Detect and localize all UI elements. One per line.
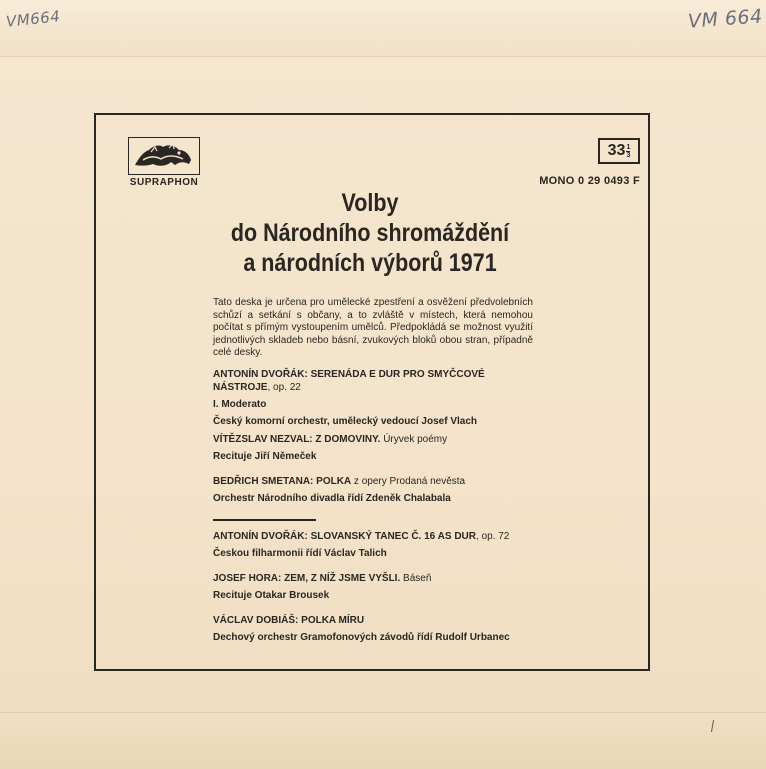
- track-heading: VÍTĚZSLAV NEZVAL: Z DOMOVINY. Úryvek poémy: [213, 434, 448, 445]
- catalog-number: MONO 0 29 0493 F: [539, 175, 640, 187]
- track-item: [213, 433, 543, 463]
- handwritten-note-right: VM 664: [687, 5, 764, 33]
- track-performer: Českou filharmonii řídí Václav Talich: [213, 548, 387, 559]
- handwritten-note-left: VM664: [5, 7, 62, 31]
- track-movement: I. Moderato: [213, 399, 267, 410]
- track-heading: ANTONÍN DVOŘÁK: SERENÁDA E DUR PRO SMYČCOVÉ NÁSTROJE, op. 22: [213, 369, 485, 393]
- track-performer: Český komorní orchestr, umělecký vedoucí Josef Vlach: [213, 416, 478, 427]
- track-item: [213, 530, 543, 560]
- sleeve-top-flap: [0, 0, 766, 57]
- track-item: [213, 475, 543, 505]
- title-line: a národních výborů 1971: [243, 249, 497, 277]
- track-performer: Dechový orchestr Gramofonových závodů řídí Rudolf Urbanec: [213, 632, 510, 643]
- track-item: [213, 614, 543, 644]
- supraphon-lion-logo-icon: [128, 137, 200, 175]
- speed-fraction-denominator: 3: [626, 151, 631, 159]
- title-line: do Národního shromáždění: [230, 219, 510, 247]
- title-line: Volby: [341, 189, 399, 217]
- speed-fraction: [626, 144, 630, 159]
- track-heading: JOSEF HORA: ZEM, Z NÍŽ JSME VYŠLI. Báseň: [213, 573, 432, 584]
- side-divider: [213, 519, 316, 521]
- track-performer: Recituje Otakar Brousek: [213, 590, 330, 601]
- track-heading: VÁCLAV DOBIÁŠ: POLKA MÍRU: [213, 615, 365, 626]
- track-performer: Orchestr Národního divadla řídí Zdeněk Chalabala: [213, 493, 451, 504]
- speed-badge: [598, 138, 640, 164]
- intro-paragraph: Tato deska je určena pro umělecké zpestření a osvěžení předvolebních schůzí a setkání s občany, a to zvláště v místech, která nemohou počítat s přímým vystoupením umělců. Předpokládá se možnost využití jednotlivých skladeb nebo básní, zvukových bloků obou stran, případně celé desky.: [213, 297, 533, 359]
- track-heading: BEDŘICH SMETANA: POLKA z opery Prodaná nevěsta: [213, 476, 466, 487]
- track-item: [213, 572, 543, 602]
- track-performer: Recituje Jiří Němeček: [213, 451, 317, 462]
- speed-fraction-numerator: 1: [626, 143, 631, 151]
- brand-name: SUPRAPHON: [129, 177, 199, 188]
- sleeve-bottom-flap: [0, 712, 766, 769]
- speed-value: 33: [607, 142, 626, 159]
- track-item: [213, 368, 543, 428]
- track-heading: ANTONÍN DVOŘÁK: SLOVANSKÝ TANEC Č. 16 AS DUR, op. 72: [213, 531, 510, 542]
- album-title: [224, 188, 516, 278]
